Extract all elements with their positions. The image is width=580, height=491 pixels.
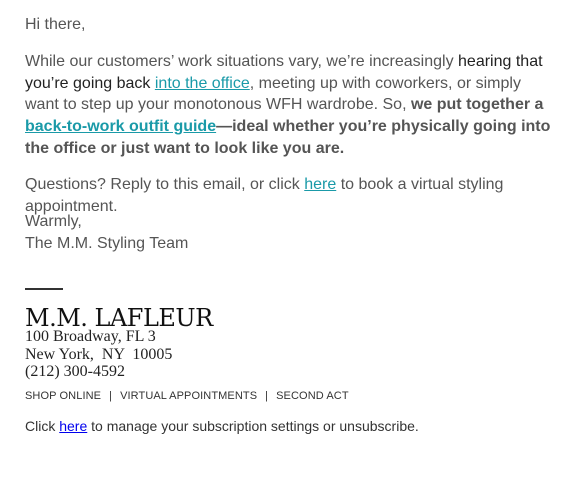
book-appointment-link[interactable]: here — [304, 176, 337, 193]
signoff-team: The M.M. Styling Team — [25, 234, 189, 252]
signoff-warmly: Warmly, — [25, 213, 82, 230]
signature-divider — [25, 288, 63, 290]
footer-nav — [25, 390, 349, 402]
outfit-guide-link[interactable]: back-to-work outfit guide — [25, 118, 217, 136]
manage-subscription-link[interactable]: here — [59, 418, 88, 434]
footer-separator: | — [109, 390, 113, 402]
intro-paragraph — [25, 51, 555, 160]
phone-number[interactable]: (212) 300-4592 — [25, 363, 125, 381]
manage-subscription — [25, 418, 419, 434]
footer-separator: | — [265, 390, 269, 402]
second-act-link[interactable]: SECOND ACT — [276, 390, 349, 402]
intro-text-1: While our customers’ work situations vary, we’re increasingly — [25, 53, 459, 70]
intro-bold-1: we put together a — [410, 96, 544, 114]
company-address — [25, 328, 172, 381]
manage-text-1: Click — [25, 418, 60, 434]
intro-bold-2: —ideal whether you’re physically going into the office or just want to look like you are. — [25, 118, 551, 157]
manage-text-2: to manage your subscription settings or unsubscribe. — [87, 418, 419, 434]
shop-online-link[interactable]: SHOP ONLINE — [25, 390, 102, 402]
address-city: New York, NY 10005 — [25, 345, 173, 363]
greeting-text: Hi there, — [25, 16, 86, 33]
intro-text-2: hearing that you’re going back — [25, 53, 543, 92]
signoff — [25, 211, 188, 254]
questions-text-1: Questions? Reply to this email, or click — [25, 176, 305, 193]
questions-text-2: to book a virtual styling appointment. — [25, 176, 504, 215]
into-the-office-link[interactable]: into the office — [154, 74, 250, 92]
intro-text-3: , meeting up with coworkers, or simply want to step up your monotonous WFH wardrobe. So, — [25, 74, 521, 114]
virtual-appointments-link[interactable]: VIRTUAL APPOINTMENTS — [120, 390, 258, 402]
brand-logo[interactable]: M.M. LAFLEUR — [25, 304, 213, 332]
address-street: 100 Broadway, FL 3 — [25, 328, 156, 345]
